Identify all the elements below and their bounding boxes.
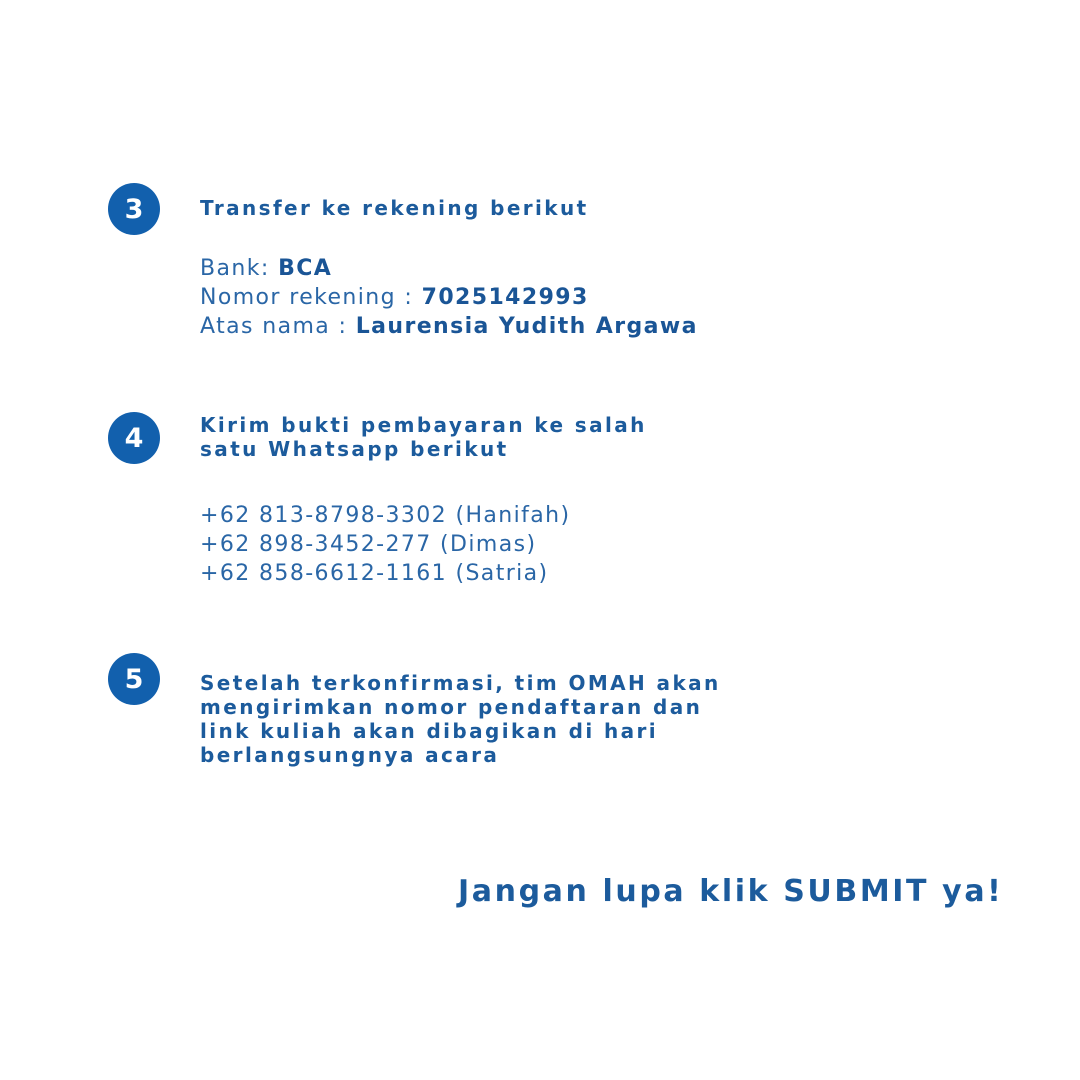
step-5-number: 5 [124,663,144,695]
account-holder-label: Atas nama : [200,314,356,339]
account-number-line [200,283,698,312]
account-holder-line [200,312,698,341]
step-3-number: 3 [124,193,144,225]
bank-account-details [200,254,698,341]
step-3-title-line: Transfer ke rekening berikut [200,196,589,220]
bank-line [200,254,698,283]
step-5-title-line: mengirimkan nomor pendaftaran dan [200,695,703,719]
contact-hanifah: +62 813-8798-3302 (Hanifah) [200,503,571,528]
step-5-title-line: berlangsungnya acara [200,743,500,767]
whatsapp-contacts [200,501,570,588]
account-holder-value: Laurensia Yudith Argawa [355,314,698,339]
step-4-badge [108,412,160,464]
account-number-value: 7025142993 [421,285,589,310]
step-4-title [200,413,720,461]
step-5-title-line: link kuliah akan dibagikan di hari [200,719,658,743]
account-number-label: Nomor rekening : [200,285,422,310]
step-5-title-line: Setelah terkonfirmasi, tim OMAH akan [200,671,721,695]
step-4-title-line: Kirim bukti pembayaran ke salah [200,413,647,437]
contact-satria: +62 858-6612-1161 (Satria) [200,561,549,586]
step-4-number: 4 [124,422,144,454]
contact-dimas: +62 898-3452-277 (Dimas) [200,532,537,557]
bank-value: BCA [278,256,333,281]
bank-label: Bank: [200,256,279,281]
step-4-title-line: satu Whatsapp berikut [200,437,509,461]
step-5-badge [108,653,160,705]
submit-reminder: Jangan lupa klik SUBMIT ya! [458,874,1004,909]
step-5-title [200,671,720,767]
step-3-badge [108,183,160,235]
step-3-title [200,196,720,220]
